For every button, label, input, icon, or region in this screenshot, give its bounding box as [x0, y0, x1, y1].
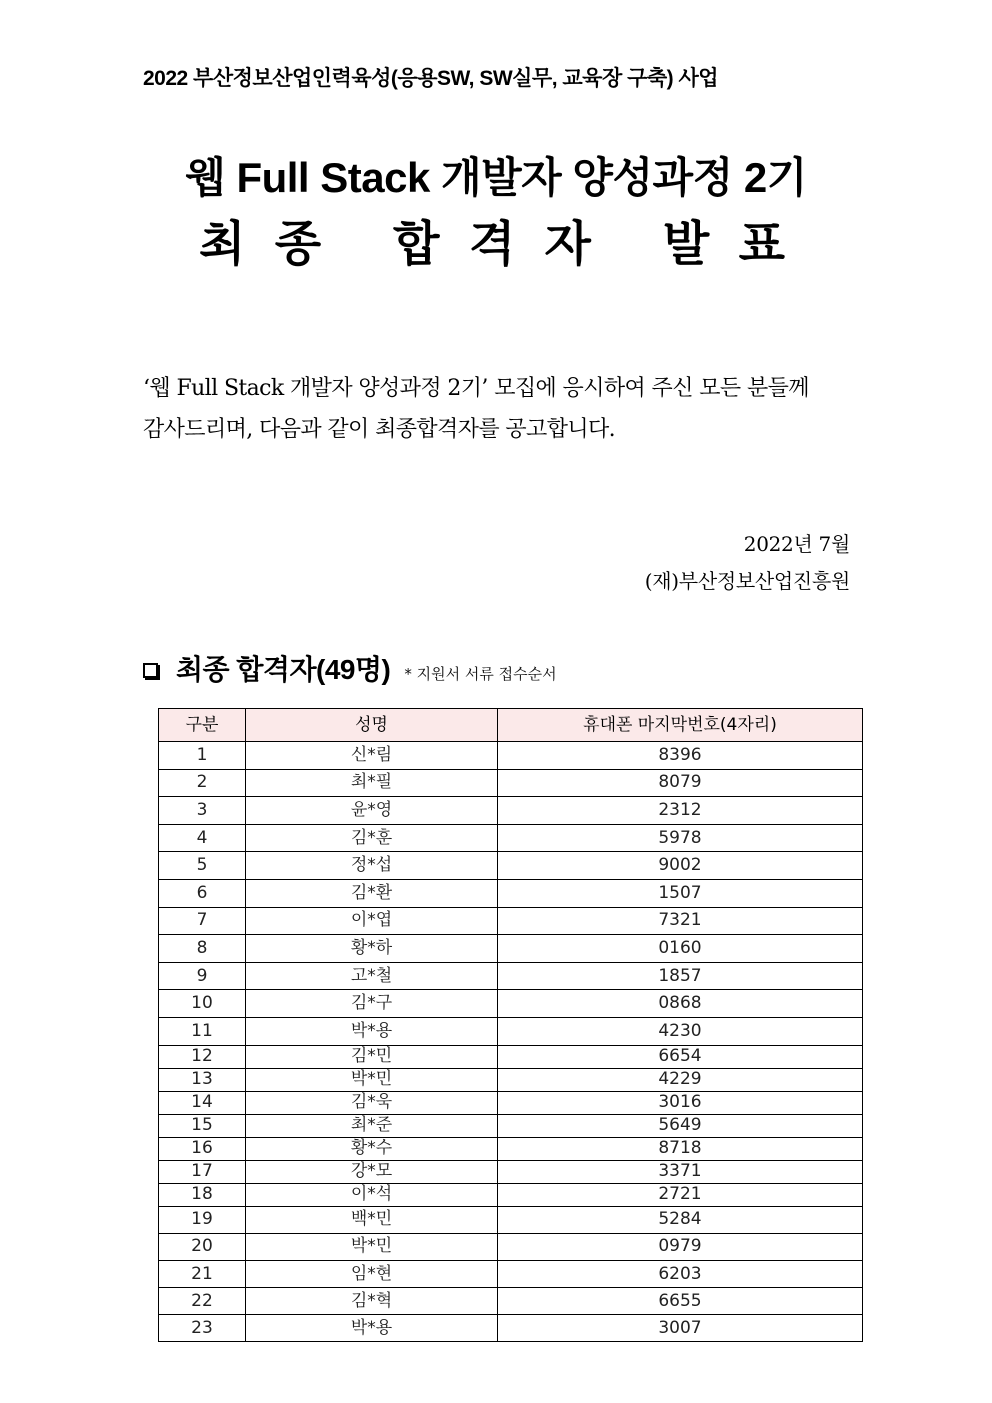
table-row — [159, 879, 863, 907]
cell-name: 백*민 — [246, 1206, 498, 1233]
page-title: 웹 Full Stack 개발자 양성과정 2기 — [185, 154, 807, 201]
cell-number: 7 — [159, 907, 246, 935]
cell-number: 10 — [159, 990, 246, 1018]
cell-phone-last4: 2721 — [498, 1183, 863, 1206]
cell-phone-last4: 8718 — [498, 1137, 863, 1160]
cell-phone-last4: 5284 — [498, 1206, 863, 1233]
cell-phone-last4: 1507 — [498, 879, 863, 907]
intro-line-2: 감사드리며, 다음과 같이 최종합격자를 공고합니다. — [143, 417, 616, 442]
cell-phone-last4: 6654 — [498, 1045, 863, 1068]
cell-number: 12 — [159, 1045, 246, 1068]
section-heading — [143, 648, 557, 688]
cell-phone-last4: 5649 — [498, 1114, 863, 1137]
table-row — [159, 907, 863, 935]
table-row — [159, 769, 863, 797]
announcement-date: 2022년 7월 — [743, 532, 850, 556]
cell-number: 5 — [159, 852, 246, 880]
cell-name: 김*환 — [246, 879, 498, 907]
cell-name: 강*모 — [246, 1160, 498, 1183]
table-row — [159, 1068, 863, 1091]
column-header-phone: 휴대폰 마지막번호(4자리) — [498, 709, 863, 742]
cell-number: 18 — [159, 1183, 246, 1206]
table-row — [159, 742, 863, 770]
cell-name: 김*욱 — [246, 1091, 498, 1114]
cell-phone-last4: 3016 — [498, 1091, 863, 1114]
table-row — [159, 1183, 863, 1206]
cell-name: 박*민 — [246, 1068, 498, 1091]
table-row — [159, 1315, 863, 1342]
table-row — [159, 824, 863, 852]
cell-phone-last4: 4229 — [498, 1068, 863, 1091]
cell-name: 신*림 — [246, 742, 498, 770]
cell-number: 2 — [159, 769, 246, 797]
cell-name: 박*용 — [246, 1017, 498, 1045]
square-bullet-icon — [143, 663, 158, 678]
cell-number: 9 — [159, 962, 246, 990]
cell-name: 황*수 — [246, 1137, 498, 1160]
cell-phone-last4: 3007 — [498, 1315, 863, 1342]
cell-name: 김*구 — [246, 990, 498, 1018]
cell-name: 박*용 — [246, 1315, 498, 1342]
cell-name: 김*훈 — [246, 824, 498, 852]
cell-number: 14 — [159, 1091, 246, 1114]
table-row — [159, 1137, 863, 1160]
cell-number: 21 — [159, 1260, 246, 1287]
cell-phone-last4: 5978 — [498, 824, 863, 852]
table-row — [159, 935, 863, 963]
section-title: 최종 합격자(49명) — [176, 654, 391, 685]
cell-number: 19 — [159, 1206, 246, 1233]
cell-name: 임*현 — [246, 1260, 498, 1287]
program-name: 2022 부산정보산업인력육성(응용SW, SW실무, 교육장 구축) 사업 — [143, 67, 719, 90]
cell-phone-last4: 6203 — [498, 1260, 863, 1287]
cell-number: 8 — [159, 935, 246, 963]
table-row — [159, 1288, 863, 1315]
column-header-name: 성명 — [246, 709, 498, 742]
cell-name: 이*석 — [246, 1183, 498, 1206]
cell-phone-last4: 7321 — [498, 907, 863, 935]
table-row — [159, 797, 863, 825]
cell-phone-last4: 8079 — [498, 769, 863, 797]
cell-number: 16 — [159, 1137, 246, 1160]
cell-name: 김*혁 — [246, 1288, 498, 1315]
table-header-row — [159, 709, 863, 742]
cell-phone-last4: 9002 — [498, 852, 863, 880]
table-row — [159, 1160, 863, 1183]
table-row — [159, 1091, 863, 1114]
cell-name: 이*엽 — [246, 907, 498, 935]
table-row — [159, 962, 863, 990]
intro-paragraph — [143, 368, 863, 450]
cell-phone-last4: 0868 — [498, 990, 863, 1018]
page-subtitle: 최 종 합 격 자 발 표 — [199, 218, 793, 271]
cell-number: 13 — [159, 1068, 246, 1091]
cell-phone-last4: 8396 — [498, 742, 863, 770]
cell-phone-last4: 4230 — [498, 1017, 863, 1045]
cell-phone-last4: 2312 — [498, 797, 863, 825]
table-row — [159, 1114, 863, 1137]
cell-name: 최*필 — [246, 769, 498, 797]
cell-name: 고*철 — [246, 962, 498, 990]
cell-name: 정*섭 — [246, 852, 498, 880]
column-header-no: 구분 — [159, 709, 246, 742]
cell-phone-last4: 6655 — [498, 1288, 863, 1315]
cell-number: 11 — [159, 1017, 246, 1045]
cell-number: 4 — [159, 824, 246, 852]
organization-name: (재)부산정보산업진흥원 — [644, 569, 850, 593]
table-row — [159, 1260, 863, 1287]
cell-number: 23 — [159, 1315, 246, 1342]
table-row — [159, 1045, 863, 1068]
cell-name: 최*준 — [246, 1114, 498, 1137]
cell-number: 15 — [159, 1114, 246, 1137]
intro-line-1: ‘웹 Full Stack 개발자 양성과정 2기’ 모집에 응시하여 주신 모든 분들께 — [143, 376, 809, 401]
section-note: * 지원서 서류 접수순서 — [404, 665, 557, 683]
cell-number: 20 — [159, 1233, 246, 1260]
cell-phone-last4: 0979 — [498, 1233, 863, 1260]
cell-phone-last4: 1857 — [498, 962, 863, 990]
cell-number: 6 — [159, 879, 246, 907]
cell-number: 17 — [159, 1160, 246, 1183]
cell-number: 3 — [159, 797, 246, 825]
cell-number: 22 — [159, 1288, 246, 1315]
cell-number: 1 — [159, 742, 246, 770]
cell-phone-last4: 3371 — [498, 1160, 863, 1183]
table-row — [159, 1233, 863, 1260]
cell-name: 김*민 — [246, 1045, 498, 1068]
cell-name: 박*민 — [246, 1233, 498, 1260]
cell-phone-last4: 0160 — [498, 935, 863, 963]
cell-name: 윤*영 — [246, 797, 498, 825]
cell-name: 황*하 — [246, 935, 498, 963]
table-row — [159, 852, 863, 880]
table-row — [159, 1017, 863, 1045]
table-row — [159, 1206, 863, 1233]
table-row — [159, 990, 863, 1018]
results-table — [158, 708, 863, 1342]
